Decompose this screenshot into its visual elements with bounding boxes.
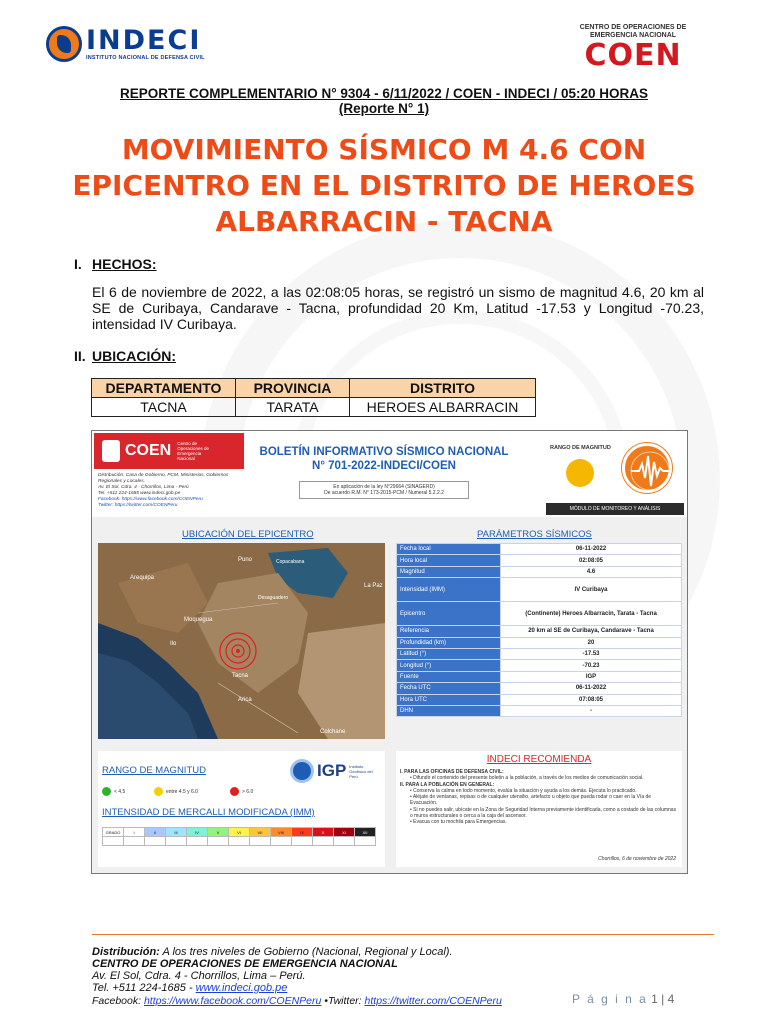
bulletin-law-line2: De acuerdo R.M. N° 173-2015-PCM / Numeral 5.2.2.2 — [324, 490, 444, 496]
globe-icon — [290, 759, 314, 783]
map-label-copacabana: Copacabana — [276, 559, 305, 565]
bulletin-parametros-label: PARÁMETROS SÍSMICOS — [477, 529, 592, 540]
table-row — [397, 705, 682, 716]
recommendation-item: • Difundir el contenido del presente boletín a la población, a través de los medios de comunicación social. — [410, 775, 644, 782]
param-key: Epicentro — [397, 602, 501, 626]
mercalli-grade: XII — [355, 828, 376, 837]
table-header-provincia: PROVINCIA — [236, 379, 350, 398]
bulletin-title-line2: N° 701-2022-INDECI/COEN — [312, 460, 456, 472]
mercalli-scale — [102, 827, 376, 846]
param-value: -70.23 — [501, 660, 682, 671]
epicenter-map — [98, 543, 385, 739]
map-label-ilo: Ilo — [170, 641, 177, 647]
seismograph-icon — [622, 443, 672, 493]
table-row — [397, 660, 682, 671]
rango-item-high: > 6.0 — [242, 789, 254, 795]
param-key: Fecha local — [397, 544, 501, 555]
map-label-arequipa: Arequipa — [130, 575, 155, 581]
seismic-params-table — [396, 543, 682, 717]
recommendation-item: • Aléjate de ventanas, repisas o de cualquier utensilio, artefacto u objeto que pueda rodar o caer en la Vía de Evacuación. — [410, 794, 652, 807]
map-label-la-paz: La Paz — [364, 583, 383, 589]
table-cell-distrito: HEROES ALBARRACIN — [350, 398, 536, 417]
bulletin-facebook-link[interactable]: Facebook: https://www.facebook.com/COENPeru — [98, 497, 203, 502]
bulletin-legend-panel — [98, 751, 385, 867]
indeci-logo-subtitle: INSTITUTO NACIONAL DE DEFENSA CIVIL — [86, 55, 205, 61]
section-hechos-heading — [74, 256, 157, 272]
footer-facebook-link[interactable]: https://www.facebook.com/COENPeru — [143, 995, 322, 1007]
bulletin-title-line1: BOLETÍN INFORMATIVO SÍSMICO NACIONAL — [259, 446, 509, 458]
table-row — [397, 544, 682, 555]
rango-item-mid: entre 4.5 y 6.0 — [166, 789, 198, 795]
indeci-emblem-icon — [46, 26, 82, 62]
mercalli-label: INTENSIDAD DE MERCALLI MODIFICADA (IMM) — [102, 807, 315, 818]
table-header-distrito: DISTRITO — [350, 379, 536, 398]
mercalli-grade: II — [145, 828, 166, 837]
table-row — [397, 648, 682, 659]
bulletin-recommendations-panel — [396, 751, 682, 867]
section-number: II. — [74, 348, 86, 364]
report-title-line2: (Reporte N° 1) — [338, 101, 430, 116]
page-count: 1 | 4 — [651, 992, 675, 1006]
param-key: Hora local — [397, 555, 501, 566]
param-value: -17.53 — [501, 648, 682, 659]
table-row — [397, 555, 682, 566]
yellow-dot-icon — [154, 787, 163, 796]
table-row — [397, 671, 682, 682]
recommendation-item: • Si no puedes salir, ubícate en la Zona de Seguridad Interna previamente identificada, como a costado de las columnas o muros estructurales o cerca a la caja del ascensor. — [410, 806, 677, 820]
red-dot-icon — [230, 787, 239, 796]
report-title — [60, 86, 708, 116]
param-key: Fuente — [397, 671, 501, 682]
map-label-desaguadero: Desaguadero — [258, 595, 289, 601]
bulletin-tel: Tel. +511 224-1685 www.indeci.gob.pe — [98, 491, 181, 496]
rango-item-low: < 4.5 — [114, 789, 126, 795]
param-key: DHN — [397, 705, 501, 716]
indeci-logo — [46, 26, 205, 62]
bulletin-law-line1: En aplicación de la ley N°29664 (SINAGERD) — [333, 484, 435, 490]
param-key: Fecha UTC — [397, 683, 501, 694]
mercalli-grade: VIII — [271, 828, 292, 837]
recommendation-item: • Conserva la calma en todo momento, evalúa la situación y ayuda a los demás. Ejecuta lo practicado. — [410, 787, 637, 794]
indeci-logo-text: INDECI — [86, 25, 202, 56]
recommendations-title: INDECI RECOMIENDA — [486, 754, 592, 765]
hechos-text: El 6 de noviembre de 2022, a las 02:08:05 horas, se registró un sismo de magnitud 4.6, 20 km al SE de Curibaya, Candarave - Tacna, profundidad 20 Km, Latitud -17.53 y Longitud -70.23, intensidad IV Curibaya. — [92, 284, 704, 332]
igp-logo-text: IGP — [317, 761, 347, 780]
bulletin-modulo-label: MÓDULO DE MONITOREO Y ANÁLISIS — [546, 503, 684, 515]
section-label: UBICACIÓN: — [92, 348, 176, 364]
footer-coen: CENTRO DE OPERACIONES DE EMERGENCIA NACIONAL — [92, 958, 398, 970]
footer-tel: Tel. +511 224-1685 - — [92, 982, 196, 994]
param-key: Profundidad (km) — [397, 637, 501, 648]
footer-web-link[interactable]: www.indeci.gob.pe — [195, 982, 288, 994]
mercalli-grade: III — [166, 828, 187, 837]
bulletin-address: Av. El Sol, Cdra. 4 - Chorrillos, Lima - Perú — [98, 485, 189, 490]
param-value: 06-11-2022 — [501, 544, 682, 555]
param-value: 07:08:05 — [501, 694, 682, 705]
mercalli-grade: X — [313, 828, 334, 837]
section-number: I. — [74, 256, 82, 272]
main-title: MOVIMIENTO SÍSMICO M 4.6 CON EPICENTRO EN EL DISTRITO DE HEROES ALBARRACIN - TACNA — [72, 133, 696, 238]
rango-magnitud-label: RANGO DE MAGNITUD — [102, 765, 206, 776]
param-key: Magnitud — [397, 566, 501, 577]
recommendations-list — [400, 769, 678, 826]
param-value: (Continente) Heroes Albarracin, Tarata - Tacna — [501, 602, 682, 626]
bulletin-coen-subtitle: Centro de Operaciones de Emergencia Nacional — [177, 441, 210, 461]
bulletin-coen-banner — [94, 433, 244, 469]
param-value: IV Curibaya — [501, 578, 682, 602]
section-ubicacion-heading — [74, 348, 176, 364]
footer-divider — [92, 934, 714, 935]
bulletin-coen-label: COEN — [125, 442, 172, 459]
footer-address: Av. El Sol, Cdra. 4 - Chorrillos, Lima – Perú. — [92, 970, 306, 982]
table-row — [397, 683, 682, 694]
footer-dist-label: Distribución: — [92, 946, 160, 958]
table-cell-departamento: TACNA — [92, 398, 236, 417]
seismic-bulletin — [91, 430, 688, 874]
param-value: 06-11-2022 — [501, 683, 682, 694]
bulletin-header — [92, 431, 687, 517]
param-value: 02:08:05 — [501, 555, 682, 566]
footer-distribution — [92, 946, 453, 994]
bulletin-law-box — [299, 481, 469, 499]
footer-twitter-link[interactable]: https://twitter.com/COENPeru — [364, 995, 502, 1007]
table-header-departamento: DEPARTAMENTO — [92, 379, 236, 398]
map-label-tacna: Tacna — [232, 673, 249, 679]
mercalli-grade: I — [124, 828, 145, 837]
bulletin-twitter-link[interactable]: Twitter: https://twitter.com/COENPeru — [98, 503, 178, 508]
mercalli-grade: VII — [250, 828, 271, 837]
page-label: P á g i n a — [572, 992, 648, 1006]
mercalli-grade: GRADO — [103, 828, 124, 837]
recommendation-heading: I. PARA LAS OFICINAS DE DEFENSA CIVIL: — [400, 769, 504, 775]
param-value: 4.6 — [501, 566, 682, 577]
table-row — [397, 626, 682, 637]
param-value: IGP — [501, 671, 682, 682]
mercalli-grade: XI — [334, 828, 355, 837]
footer-dist-text: A los tres niveles de Gobierno (Nacional, Regional y Local). — [159, 946, 453, 958]
magnitude-range-indicator — [566, 459, 594, 487]
bulletin-date: Chorrillos, 6 de noviembre de 2022 — [598, 856, 676, 862]
bulletin-title — [257, 445, 511, 473]
igp-logo — [290, 759, 379, 783]
coen-logo — [576, 24, 690, 72]
param-key: Hora UTC — [397, 694, 501, 705]
map-label-arica: Arica — [238, 697, 252, 703]
page-number — [572, 992, 674, 1006]
bulletin-rango-top-label: RANGO DE MAGNITUD — [550, 445, 611, 451]
table-row — [397, 578, 682, 602]
map-label-colchane: Colchane — [320, 729, 346, 735]
location-table — [91, 378, 536, 417]
footer-social — [92, 995, 502, 1007]
param-value: 20 km al SE de Curibaya, Candarave - Tacna — [501, 626, 682, 637]
param-value: 20 — [501, 637, 682, 648]
report-title-line1: REPORTE COMPLEMENTARIO N° 9304 - 6/11/2022 / COEN - INDECI / 05:20 HORAS — [119, 86, 649, 101]
recommendation-item: • Evacua con tu mochila para Emergencias. — [410, 819, 507, 826]
footer-twitter-label: •Twitter: — [321, 995, 365, 1007]
table-row — [397, 602, 682, 626]
table-row — [397, 637, 682, 648]
table-cell-provincia: TARATA — [236, 398, 350, 417]
param-key: Referencia — [397, 626, 501, 637]
map-label-moquegua: Moquegua — [184, 617, 213, 623]
footer-facebook-label: Facebook: — [92, 995, 144, 1007]
mercalli-grade: V — [208, 828, 229, 837]
mercalli-grade: VI — [229, 828, 250, 837]
coen-logo-text: COEN — [584, 38, 682, 73]
bulletin-distribution — [98, 473, 248, 509]
mercalli-grade: IX — [292, 828, 313, 837]
bulletin-distribution-text: Distribución: Casa de Gobierno, PCM, Ministerios, Gobiernos Regionales y Locales. — [98, 473, 229, 484]
param-key: Longitud (°) — [397, 660, 501, 671]
mercalli-grade: IV — [187, 828, 208, 837]
igp-logo-subtitle: Instituto Geofísico del Perú — [349, 763, 373, 779]
bulletin-ubicacion-label: UBICACIÓN DEL EPICENTRO — [182, 529, 314, 540]
coen-logo-subtitle: CENTRO DE OPERACIONES DE EMERGENCIA NACIONAL — [579, 24, 687, 39]
table-row — [92, 398, 536, 417]
section-label: HECHOS: — [92, 256, 157, 272]
table-row — [397, 566, 682, 577]
map-label-puno: Puno — [238, 557, 253, 563]
table-row — [397, 694, 682, 705]
param-key: Latitud (°) — [397, 648, 501, 659]
green-dot-icon — [102, 787, 111, 796]
recommendation-heading: II. PARA LA POBLACIÓN EN GENERAL: — [400, 781, 495, 788]
coen-emblem-icon — [102, 440, 120, 462]
param-value: - — [501, 705, 682, 716]
param-key: Intensidad (IMM) — [397, 578, 501, 602]
